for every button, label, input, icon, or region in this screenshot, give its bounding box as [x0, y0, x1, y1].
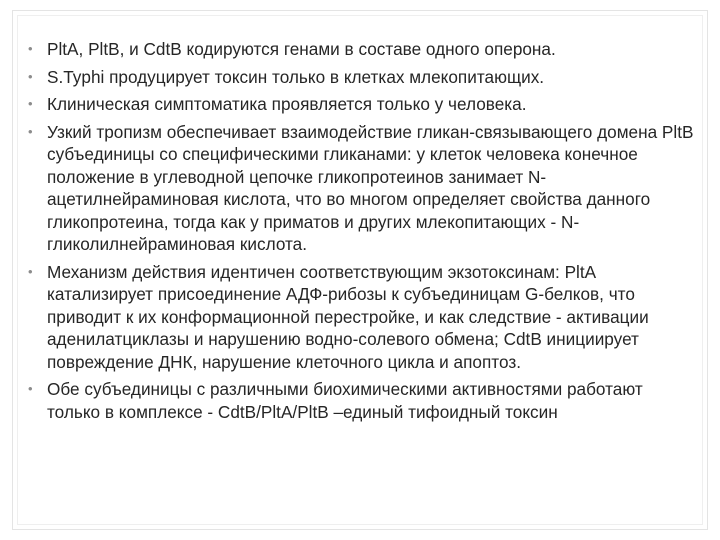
slide-content [28, 38, 700, 428]
bullet-item [28, 66, 700, 89]
bullet-text: Механизм действия идентичен соответствующим экзотоксинам: PltA катализирует присоединение АДФ-рибозы к субъединицам G-белков, что приводит к их конформационной перестройке, и как следствие - активации аденилатциклазы и нарушению водно-солевого обмена; CdtB инициирует повреждение ДНК, нарушение клеточного цикла и апоптоз. [47, 261, 649, 372]
bullet-item [28, 261, 700, 374]
bullet-dot-icon: • [28, 41, 33, 56]
bullet-text: S.Typhi продуцирует токсин только в клетках млекопитающих. [47, 66, 545, 87]
bullet-item [28, 93, 700, 116]
bullet-dot-icon: • [28, 123, 33, 139]
bullet-dot-icon: • [28, 68, 33, 84]
bullet-item [28, 378, 700, 423]
bullet-item [28, 121, 700, 256]
bullet-list [28, 38, 700, 423]
bullet-text: Узкий тропизм обеспечивает взаимодействие гликан-связывающего домена PltB субъединицы со специфическими гликанами: у клеток человека конечное положение в углеводной цепочке гликопротеинов занимает N-ацетилнейраминовая кислота, что во многом определяет свойства данного гликопротеина, тогда как у приматов и других млекопитающих - N-гликолилнейраминовая кислота. [47, 121, 694, 254]
bullet-dot-icon: • [28, 96, 33, 111]
bullet-text: Обе субъединицы с различными биохимическими активностями работают только в комплексе - CdtB/PltA/PltB –единый тифоидный токсин [47, 379, 643, 422]
bullet-text: PltA, PltB, и CdtB кодируются генами в составе одного оперона. [47, 39, 556, 59]
bullet-dot-icon: • [28, 263, 33, 279]
bullet-item [28, 38, 700, 61]
bullet-text: Клиническая симптоматика проявляется только у человека. [47, 94, 527, 114]
bullet-dot-icon: • [28, 381, 33, 396]
